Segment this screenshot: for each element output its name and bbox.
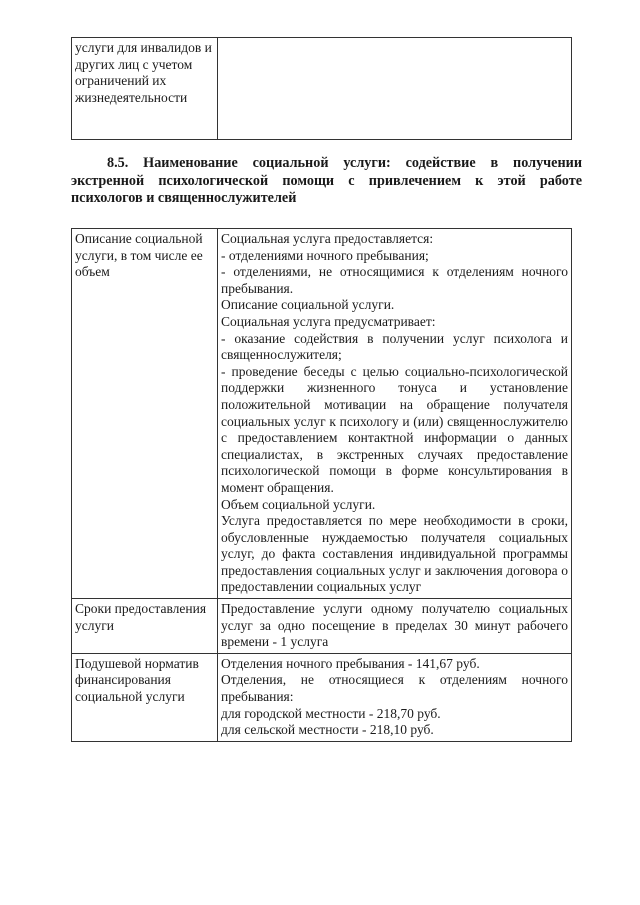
- row-value-description: [218, 229, 572, 599]
- row-value-funding: [218, 653, 572, 741]
- table-cell-value: [218, 38, 572, 140]
- service-table: [71, 228, 572, 742]
- text-line: - отделениями ночного пребывания;: [221, 247, 429, 263]
- row-label-terms: Сроки предоставления услуги: [72, 599, 218, 654]
- text-line: Социальная услуга предусматривает:: [221, 313, 436, 329]
- table-row: [72, 38, 572, 140]
- row-label-funding: Подушевой норматив финансирования социальной услуги: [72, 653, 218, 741]
- text-line: Отделения ночного пребывания - 141,67 руб.: [221, 655, 480, 671]
- section-number: 8.5.: [107, 155, 129, 171]
- row-label-description: Описание социальной услуги, в том числе ее объем: [72, 229, 218, 599]
- text-line: Предоставление услуги одному получателю социальных услуг за одно посещение в пределах 30 минут рабочего времени - 1 услуга: [221, 601, 568, 650]
- text-line: Отделения, не относящиеся к отделениям ночного пребывания:: [221, 672, 568, 705]
- continued-table: [71, 37, 572, 140]
- text-line: - проведение беседы с целью социально-психологической поддержки жизненного тонуса и установление положительной мотивации на обращение получателя социальных услуг к психологу и (или) священнослужителю с предоставлением контактной информации о данных специалистах, в экстренных случаях предоставление психологической помощи в форме консультирования в момент обращения.: [221, 363, 568, 495]
- table-row: [72, 653, 572, 741]
- text-line: для городской местности - 218,70 руб.: [221, 705, 441, 721]
- text-line: Социальная услуга предоставляется:: [221, 231, 434, 246]
- table-row: [72, 599, 572, 654]
- text-line: - отделениями, не относящимися к отделениям ночного пребывания.: [221, 264, 568, 296]
- table-cell-label: услуги для инвалидов и других лиц с учетом ограничений их жизнедеятельности: [72, 38, 218, 140]
- text-line: Описание социальной услуги.: [221, 297, 395, 313]
- text-line: Объем социальной услуги.: [221, 496, 376, 512]
- text-line: для сельской местности - 218,10 руб.: [221, 722, 434, 738]
- text-line: - оказание содействия в получении услуг психолога и священнослужителя;: [221, 330, 568, 363]
- row-value-terms: [218, 599, 572, 654]
- section-heading: [71, 155, 582, 208]
- section-title: Наименование социальной услуги: содействие в получении экстренной психологической помощи с привлечением к этой работе психологов и священнослужителей: [71, 155, 583, 206]
- text-line: Услуга предоставляется по мере необходимости в сроки, обусловленные нуждаемостью получателя социальных услуг, до факта составления индивидуальной программы предоставления социальных услуг и заключения договора о предоставлении социальных услуг: [221, 513, 568, 595]
- table-row: [72, 229, 572, 599]
